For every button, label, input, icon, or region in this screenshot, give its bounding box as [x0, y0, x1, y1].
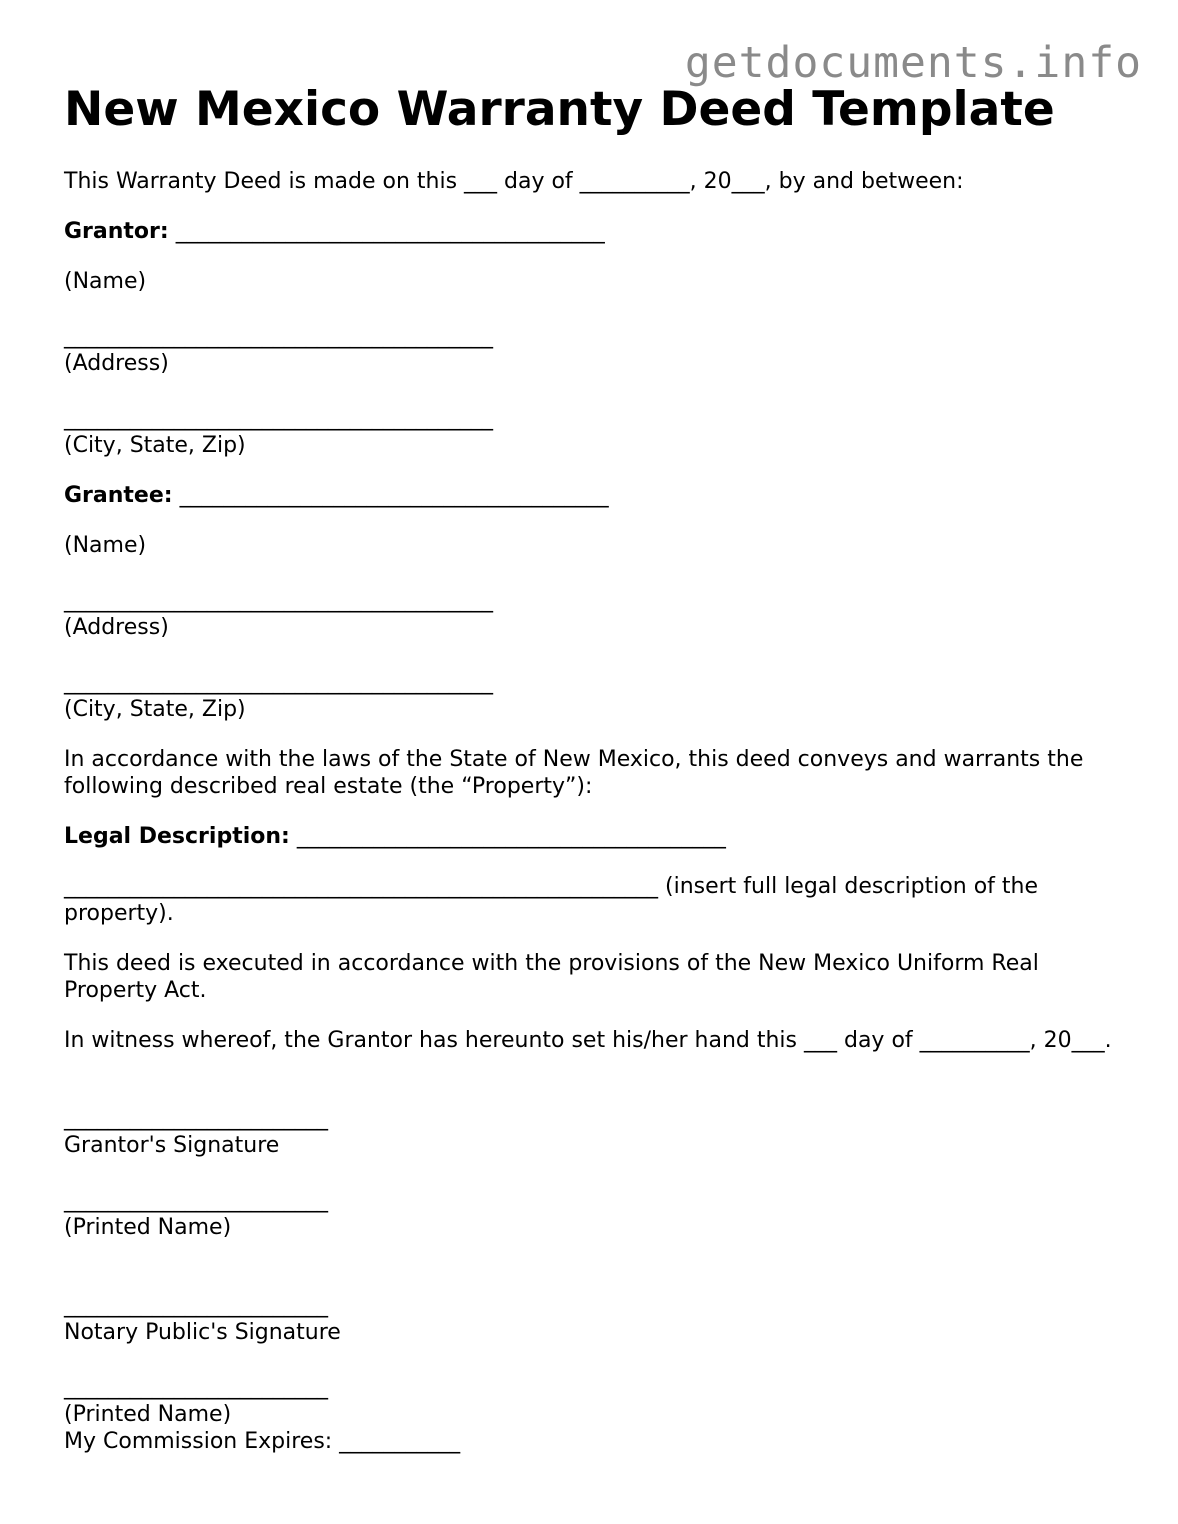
- notary-printed-name-line: ________________________: [64, 1375, 328, 1400]
- grantor-printed-name-line: ________________________: [64, 1188, 328, 1213]
- grantor-city-caption: (City, State, Zip): [64, 433, 246, 458]
- grantor-printed-name-caption: (Printed Name): [64, 1215, 232, 1240]
- grantee-blank: _______________________________________: [179, 483, 609, 508]
- witness-paragraph: In witness whereof, the Grantor has hereunto set his/her hand this ___ day of __________, 20___.: [64, 1028, 1112, 1053]
- grantee-address-blank: _______________________________________: [64, 588, 493, 613]
- execution-paragraph: This deed is executed in accordance with the provisions of the New Mexico Uniform Real Property Act.: [64, 951, 1039, 1003]
- notary-signature-caption: Notary Public's Signature: [64, 1320, 341, 1345]
- grantee-city-caption: (City, State, Zip): [64, 697, 246, 722]
- intro-paragraph: This Warranty Deed is made on this ___ day of __________, 20___, by and between:: [64, 169, 964, 194]
- legal-description-field: [64, 823, 1114, 850]
- commission-expires: My Commission Expires: ___________: [64, 1429, 461, 1454]
- grantee-name-caption: (Name): [64, 533, 147, 558]
- grantor-label: Grantor:: [64, 219, 169, 244]
- grantor-field: [64, 218, 1114, 245]
- conveyance-paragraph: In accordance with the laws of the State of New Mexico, this deed conveys and warrants the following described real estate (the “Property”):: [64, 747, 1084, 799]
- legal-description-blank: _______________________________________: [296, 824, 726, 849]
- grantor-signature-line: ________________________: [64, 1106, 328, 1131]
- notary-printed-name-caption: (Printed Name): [64, 1402, 232, 1427]
- grantee-label: Grantee:: [64, 483, 173, 508]
- grantee-field: [64, 482, 1114, 509]
- legal-description-label: Legal Description:: [64, 824, 290, 849]
- grantee-address-caption: (Address): [64, 615, 169, 640]
- grantor-blank: _______________________________________: [175, 219, 605, 244]
- grantor-address-blank: _______________________________________: [64, 324, 493, 349]
- grantor-name-caption: (Name): [64, 269, 147, 294]
- legal-description-continuation: ______________________________________________________ (insert full legal description of the property).: [64, 874, 1039, 926]
- grantee-city-blank: _______________________________________: [64, 670, 493, 695]
- notary-signature-line: ________________________: [64, 1293, 328, 1318]
- grantor-signature-caption: Grantor's Signature: [64, 1133, 280, 1158]
- grantor-city-blank: _______________________________________: [64, 406, 493, 431]
- grantor-address-caption: (Address): [64, 351, 169, 376]
- document-title: New Mexico Warranty Deed Template: [64, 82, 1055, 137]
- watermark: getdocuments.info: [684, 38, 1142, 88]
- deed-body: [64, 168, 1114, 1455]
